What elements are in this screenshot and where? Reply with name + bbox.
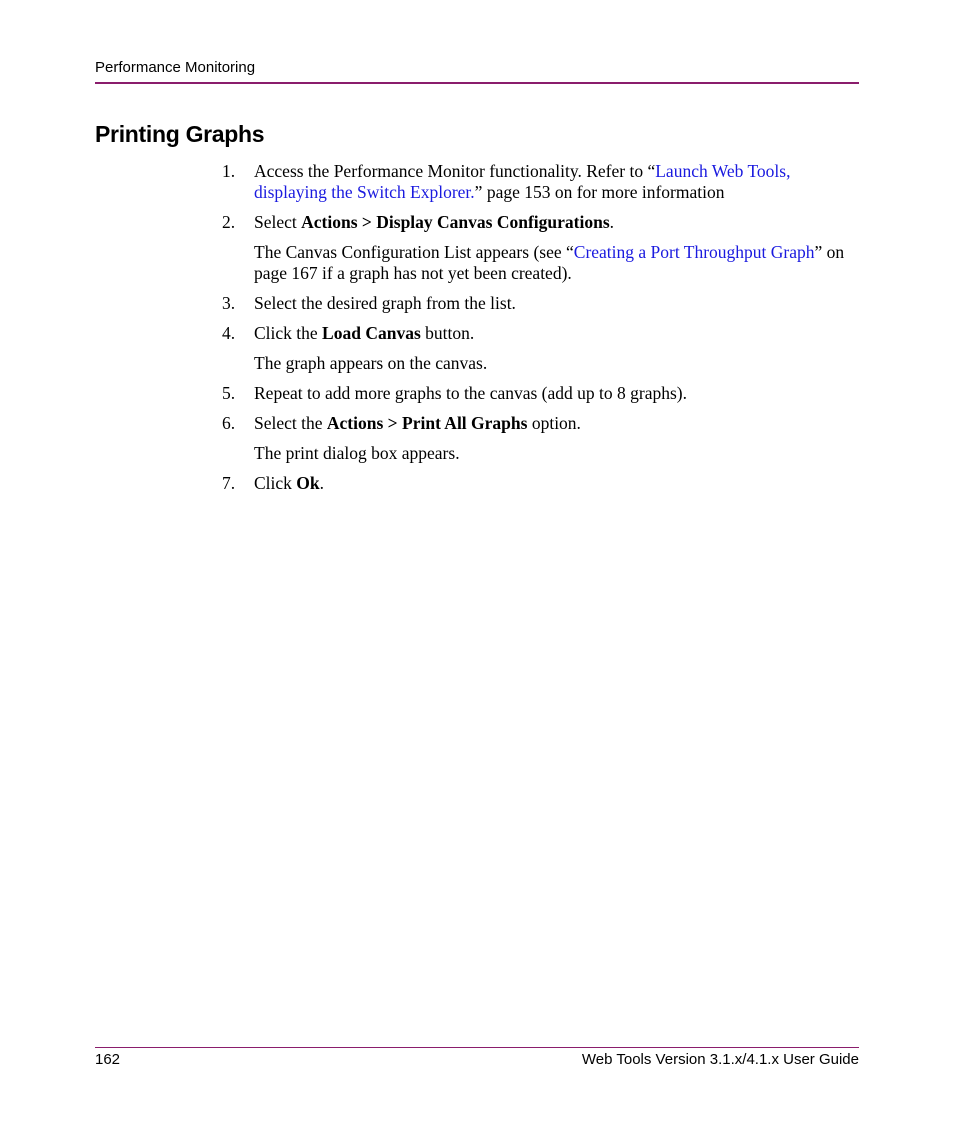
step-2	[214, 212, 864, 233]
button-name-ok: Ok	[296, 473, 320, 493]
step-text: Select the	[254, 413, 327, 433]
step-number: 7.	[222, 473, 236, 493]
step-6-note: The print dialog box appears.	[254, 443, 460, 463]
step-number: 3.	[222, 293, 236, 313]
step-text: Access the Performance Monitor functionality. Refer to “	[254, 161, 656, 181]
running-header: Performance Monitoring	[95, 59, 256, 76]
note-text: The Canvas Configuration List appears (see “	[254, 242, 574, 262]
menu-separator: >	[357, 212, 377, 232]
step-number: 5.	[222, 383, 236, 403]
step-2-note	[214, 242, 864, 284]
menu-name-actions: Actions	[301, 212, 358, 232]
link-launch-web-tools[interactable]: Launch Web Tools, displaying the Switch Explorer.	[254, 161, 791, 202]
guide-title: Web Tools Version 3.1.x/4.1.x User Guide	[581, 1051, 859, 1068]
step-text: .	[319, 473, 325, 493]
step-text: Repeat to add more graphs to the canvas (add up to 8 graphs).	[254, 383, 687, 403]
button-name-load-canvas: Load Canvas	[322, 323, 421, 343]
step-text: Select	[254, 212, 302, 232]
step-3	[214, 293, 864, 314]
step-number: 2.	[222, 212, 236, 232]
menu-name-actions: Actions	[326, 413, 384, 433]
note-text: ” on page 167 if a graph has not yet been created).	[254, 242, 845, 283]
procedure-steps	[214, 161, 864, 503]
step-6	[214, 413, 864, 434]
step-7	[214, 473, 864, 494]
step-number: 4.	[222, 323, 236, 343]
menu-item-display-canvas-configurations: Display Canvas Configurations	[376, 212, 610, 232]
step-1	[214, 161, 864, 203]
step-4-note: The graph appears on the canvas.	[254, 353, 488, 373]
page-number: 162	[95, 1051, 121, 1068]
step-text: Click	[254, 473, 297, 493]
step-text: Click the	[254, 323, 323, 343]
step-text: .	[609, 212, 615, 232]
step-5	[214, 383, 864, 404]
step-number: 1.	[222, 161, 236, 181]
step-4	[214, 323, 864, 344]
step-text: ” page 153 on for more information	[474, 182, 725, 202]
menu-separator: >	[383, 413, 403, 433]
menu-item-print-all-graphs: Print All Graphs	[402, 413, 528, 433]
step-text: Select the desired graph from the list.	[254, 293, 516, 313]
step-number: 6.	[222, 413, 236, 433]
section-title: Printing Graphs	[95, 121, 265, 147]
header-rule	[95, 82, 859, 84]
footer-rule	[95, 1047, 859, 1048]
step-text: button.	[420, 323, 475, 343]
link-creating-port-throughput-graph[interactable]: Creating a Port Throughput Graph	[573, 242, 815, 262]
step-text: option.	[527, 413, 581, 433]
